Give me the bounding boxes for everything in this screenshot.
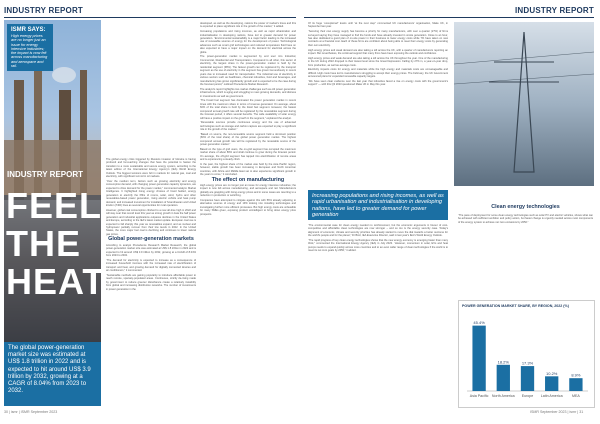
title-line-1: FEEL [6,185,103,226]
bar-north-america [497,365,510,391]
subhead-global: Global power-generation markets [108,236,194,243]
title-line-3: HEAT [6,261,106,302]
section-kicker: INDUSTRY REPORT [7,170,84,179]
standfirst: The global power-generation market size was estimated at US$ 1.8 trillion in 2022 and is expected to hit around US$ 3.9 trillion by 2032, growing at a CAGR of 8.04% from 2023 to 2032. [4,342,101,406]
right-body-column-right [458,214,593,298]
body-paragraph: The global energy crisis triggered by Russia's invasion of Ukraine is having profound and far-reaching changes that have the potential to hasten the transition to a more sustainable and secure energy system, according to the latest edition of the International Energy Agency's (IEA) World Energy Outlook. The biggest tensions were felt in markets for natural gas, coal and electricity, with significant turmoil in oil markets. [106,158,196,179]
body-paragraph: developed, as well as the developing, nations the power of market's times and this is expected to place significant role in the growth of the market,” it added. [200,22,296,29]
bar-europe [521,366,534,391]
category-label: Asia Pacific [469,394,489,398]
body-paragraph: Of its huge “exceptional” levels until “at the next step” commented UK manufacturers’ organisation, Make UK, in September last year. [308,22,448,29]
middle-body-column [200,22,296,406]
ismr-says-text: High energy prices are no longer just an issue for energy intensive industries; the impact is now felt across manufacturing and aerospace and rail. [11,34,48,69]
body-paragraph: “Sustainable methods are gaining popularity to introduce affordable power to reach remote, sparsely-populated areas. Continuous, strictly de-rising made by government to reduce greener disturbance create a relatively instability from global and increasing distribution networks. The number of investments in power generation in the [106,273,196,291]
header-rule-left [4,17,296,18]
body-paragraph: “The pace of deployment for some clean energy technologies such as solar PV and electric vehicles, shows what can be achieved with sufficient ambition and policy action, but faster change is urgently needed across most components of the energy system to achieve net zero emissions by 2050.” [458,214,593,224]
body-paragraph: Increasing populations and rising incomes, as well as rapid urbanization and industrialisation in developing nations, have led to greater demand for power generation. “Environmental sustainability is a major factor leading to the increased use of renewable sources of energy for the development of power. Technological advances such as smart grid technologies and reduced temperature fluid have on also expected to have a major impact on the demand for electrical across the globe. [200,30,296,54]
body-paragraph: High energy prices are no longer just an issue for energy intensive industries; the impact is now felt across manufacturing, and aerospace and rail. Manufacturers globally are grappling with rising energy prices and in some cases are resorting to a reduction in production or switching. [200,183,296,198]
body-paragraph: High energy prices and weak demand are also taking a toll across the UK throughout the year. One of the manufacturing in the UK during 2022 dropped to their lowest level since the Great Depression. Falling by 27% in, a year-on-year drop, from production, as well as average costs. [308,56,448,67]
body-paragraph: According to analyst Precedence Research Market Research, the global power-generation market size was estimated at US$ 1.8 trillion in 2022 and is expected to hit around US$ 3.9 trillion by 2032, growing at a CAGR of 8.04% from 2023 to 2032. [106,243,196,258]
left-body-column [106,158,196,406]
bar-value-label: 10.2% [546,370,558,376]
body-paragraph: “Renewable sources provide continuous energy and the use of advanced technologies such as storage and carbon capture are expected to play a significant role in the growth of the market.” [200,121,296,132]
category-label: North America [491,394,515,398]
pull-quote: Increasing populations and rising incomes, as well as rapid urbanisation and industrialisation in developing nations, have led to greater demand for power generation [308,190,448,220]
subhead-impact: The effect on manufacturing [211,176,285,183]
body-paragraph: “The demand for electricity is expected to increase as a consequence of increased household incomes with the increased rate of electrification of transport and heat, and growing demand for digitally connected devices and air conditioners,” it commented. [106,258,196,273]
body-paragraph: “Based on source, the non-renewable source segment held a dominant position (60% of the total share) of the global power generation market. The highest compound annual growth rate will be registered by the renewable source of the power generation market.” [200,132,296,147]
body-paragraph: High energy prices and weak demand are also taking a toll across the UK, with a quarter of manufacturers reporting an impact. But nevertheless, the continual support that many firms have been exposing the outlook and confidence. [308,48,448,55]
title-line-2: THE [6,223,81,264]
right-body-column-top [308,22,448,186]
bar-value-label: 45.4% [473,320,485,326]
ismr-says-label: ISMR SAYS: [11,27,46,33]
bar-mea [569,378,582,391]
body-paragraph: “The Fossil fuel segment has dominated the power generation market in recent times with the maximum share in terms of revenue generated. On average, about 60% of the total share is held by the fossil fuel segment. However, the fastest compound annual growth rate will be registered by the renewables segment during the forecast period, it offers several benefits. The wide availability of solar energy will have a positive impact on the growth in the segment,” explained the analyst. [200,99,296,120]
category-label: MEA [572,394,580,398]
running-header-right: INDUSTRY REPORT [514,6,594,15]
body-paragraph: Electricity impacts costs for energy and materials while the high energy and materials costs are unmanageable and difficult. High costs have led to manufacturers struggling to accept their energy prices. The February, the UK Government announced plans for expanded renewable capacity targets. [308,68,448,79]
category-label: Latin America [540,394,563,398]
right-body-column-left [308,224,448,406]
folio-right: ISMR September 2023 | ismr | 31 [530,410,584,414]
folio-left: 30 | ismr | ISMR September 2023 [4,410,58,414]
market-share-chart [458,300,595,408]
body-paragraph: However, global coal consumption climbed to a new all-time high in 2022 and will stay near that record level this year as strong growth in Asia the half power generation and industrial applications outpaces declines in the United States and Europe, according to the IEA's latest market update. European coal use is expected to fall sharply this year as renewables expand, and as nuclear and hydropower partially recover from their low levels in 2022. In the United States, the more major fuel coal is declining and continues to lower natural gas prices. [106,208,196,236]
bar-value-label: 18.2% [497,359,509,365]
feature-title [6,187,105,301]
category-label: Europe [521,394,534,398]
body-paragraph: Companies have attempted to mitigate against this with 56% already adjusting to alternative sources of energy and 19% looking into installing technologies and investigating further more efficient processes. But high energy costs are unfeasible for many SMEs given, exposing product unintelligent to bring down energy price prospects. [200,198,296,216]
body-paragraph: “The rapid progress of key clean energy technologies shows that the new energy economy is emerging faster than many think,” commented the International Energy Agency (IEA) in July 2023. “However, momentum in solar, EVs and heat pumps needs to expand quickly across more countries and to an even wider range of clean technologies if the world is to meet its net zero goals by 2050,” it added. [308,239,448,253]
bar-latin-america [545,376,558,391]
transmission-tower-illustration [454,22,594,186]
body-paragraph: “Over the medium term, factors such as growing electricity and energy consumption demand, with changing power generation capacity dynamics, are expected to drive demand for the power market,” commented analyst. Market Intelligence. It highlighted rising energy choices of fossil fuelled, energy generation to electrify the fifths of rooms, solar, wind, hydro and other renewables-based power generation, rising electric vehicle and heat pump demand, and increased investment for installation of Scandinavian and United kindom (T&D) lines as several opportunities for rural operators. [106,179,196,208]
body-paragraph: “Securing their own energy supply has become a priority for many manufacturers, with over a quarter (27%) of firms surveyed saying they have managed to find the funds and have already invested in onsite generation. Close to an hour, has also dedicated a good plan of on-site power in their business to lower energy costs while 7% have taken on new contracts at a financial cost. Each of these firms are confident about being able to meet their energy costs by generating their own electricity. [308,30,448,47]
pylon-photo [454,22,594,186]
body-paragraph: Based on the type of grid users, the on-grid segment has occupied the maximum market share of about 86% and shall continue to grow during the forecast period. On average, the off-grid segment has tapped into electrification of remote areas and is experiencing a steady climb. [200,147,296,162]
ismr-says-box [7,24,53,71]
bar-asia-pacific [472,326,485,391]
bar-value-label: 17.3% [521,360,534,366]
bar-value-label: 8.9% [571,372,581,378]
chart-title: POWER GENERATION MARKET SHARE, BY REGION, 2022 (%) [462,304,569,308]
header-rule-right [304,17,594,18]
subhead-clean-energy: Clean energy technologies [491,204,560,210]
body-paragraph: The power-generation market is segmented by end user into Industrial, Commercial, Residential and Transportation. Compared to all other, this sector of electricity, the largest share in the power-generation market is held by the residential segment (38%). The fastest growth can be registered by the transport segment as the use of electricity in this segment has grown tremendously in recent years due to increased need for transportation. The industrial use of electricity in various sectors such as healthcare, chemical industries, food and beverages, and manufacturing has grown significantly growth and is expected to be the case during the forecast period,” outlined Precedence Market Research. [200,55,296,87]
body-paragraph: In the past, the highest share of the market was held by the Asia Pacific region, however, stable growth has been increasing in European and North American countries, with Africa and Middle East set to also experience significant growth in the years to come,” it concluded. [200,162,296,177]
body-paragraph: The analyst's report highlights two market challenges such as old power generation infrastructure, which is aging and struggling to meet growing demands, and distress in investments as well as government. [200,87,296,98]
running-header-left: INDUSTRY REPORT [4,6,84,15]
body-paragraph: “We have seen clear evidence over the last year that industries faced a rise on energy costs with the government's support” — with this Q3 2023 questioned Make UK in May this year. [308,79,448,87]
chart-plot [459,313,592,405]
body-paragraph: “The environmental case for clean energy needed no reinforcement, but the economic arguments in favour of cost-competitive and affordable clean technologies are now stronger – and so too is the energy security case. Today's alignment of economic, climate and security priorities has already started to move the dial towards a better outcome for the world's people and for the planet,” Dr Birol, IEA Executive Director, said in last year's IEA's World Energy Outlook. [308,224,448,238]
